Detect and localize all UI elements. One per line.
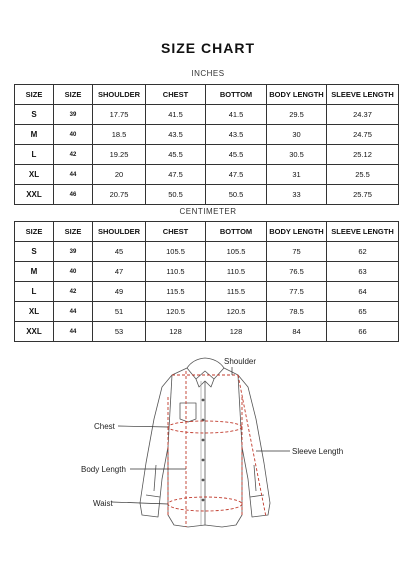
column-header: BODY LENGTH <box>267 222 327 242</box>
table-cell: 78.5 <box>267 302 327 322</box>
table-cell: 17.75 <box>93 105 146 125</box>
table-cell: 49 <box>93 282 146 302</box>
table-cell: 30.5 <box>267 145 327 165</box>
table-cell: L <box>15 282 54 302</box>
table-cell: 75 <box>267 242 327 262</box>
table-row <box>15 125 399 145</box>
shirt-measurement-diagram <box>0 345 416 587</box>
table-cell: 43.5 <box>146 125 206 145</box>
table-cell: 33 <box>267 185 327 205</box>
table-cell: 47.5 <box>206 165 267 185</box>
column-header: SHOULDER <box>93 222 146 242</box>
table-row <box>15 282 399 302</box>
body-length-label: Body Length <box>81 465 126 474</box>
table-cell: 44 <box>54 165 93 185</box>
table-cell: M <box>15 125 54 145</box>
page-title: SIZE CHART <box>161 40 255 56</box>
table-row <box>15 165 399 185</box>
column-header: SIZE <box>15 222 54 242</box>
column-header: SIZE <box>15 85 54 105</box>
table-cell: XXL <box>15 322 54 342</box>
column-header: SHOULDER <box>93 85 146 105</box>
sleeve-length-label: Sleeve Length <box>292 447 344 456</box>
table-header-row <box>15 85 399 105</box>
table-row <box>15 185 399 205</box>
table-cell: 25.12 <box>327 145 399 165</box>
column-header: SLEEVE LENGTH <box>327 222 399 242</box>
table-cell: 25.75 <box>327 185 399 205</box>
table-cell: M <box>15 262 54 282</box>
inches-label: INCHES <box>191 69 225 78</box>
table-cell: 31 <box>267 165 327 185</box>
table-cell: 110.5 <box>206 262 267 282</box>
table-cell: 44 <box>54 322 93 342</box>
column-header: BODY LENGTH <box>267 85 327 105</box>
table-cell: 39 <box>54 242 93 262</box>
table-cell: XXL <box>15 185 54 205</box>
table-cell: 45.5 <box>146 145 206 165</box>
table-cell: 84 <box>267 322 327 342</box>
table-cell: 105.5 <box>146 242 206 262</box>
table-cell: S <box>15 242 54 262</box>
table-row <box>15 105 399 125</box>
table-cell: 47.5 <box>146 165 206 185</box>
table-cell: 42 <box>54 145 93 165</box>
table-header-row <box>15 222 399 242</box>
table-cell: 25.5 <box>327 165 399 185</box>
table-cell: 19.25 <box>93 145 146 165</box>
table-cell: 115.5 <box>206 282 267 302</box>
table-cell: 42 <box>54 282 93 302</box>
table-cell: 63 <box>327 262 399 282</box>
table-cell: 65 <box>327 302 399 322</box>
table-cell: L <box>15 145 54 165</box>
column-header: SIZE <box>54 222 93 242</box>
table-cell: 20 <box>93 165 146 185</box>
table-cell: 105.5 <box>206 242 267 262</box>
table-row <box>15 302 399 322</box>
column-header: CHEST <box>146 85 206 105</box>
table-cell: 50.5 <box>146 185 206 205</box>
table-cell: 47 <box>93 262 146 282</box>
table-cell: 120.5 <box>206 302 267 322</box>
table-cell: 66 <box>327 322 399 342</box>
table-cell: XL <box>15 302 54 322</box>
column-header: CHEST <box>146 222 206 242</box>
table-cell: 44 <box>54 302 93 322</box>
inches-table <box>14 84 399 205</box>
table-cell: 29.5 <box>267 105 327 125</box>
table-row <box>15 242 399 262</box>
table-cell: XL <box>15 165 54 185</box>
shirt-illustration <box>140 358 270 527</box>
table-cell: 43.5 <box>206 125 267 145</box>
table-cell: 76.5 <box>267 262 327 282</box>
table-cell: 128 <box>146 322 206 342</box>
table-row <box>15 322 399 342</box>
table-cell: 30 <box>267 125 327 145</box>
table-cell: 20.75 <box>93 185 146 205</box>
table-cell: 62 <box>327 242 399 262</box>
table-cell: 53 <box>93 322 146 342</box>
table-cell: 24.75 <box>327 125 399 145</box>
table-cell: 39 <box>54 105 93 125</box>
column-header: BOTTOM <box>206 222 267 242</box>
centimeter-table <box>14 221 399 342</box>
column-header: SLEEVE LENGTH <box>327 85 399 105</box>
column-header: SIZE <box>54 85 93 105</box>
table-cell: 18.5 <box>93 125 146 145</box>
table-cell: 77.5 <box>267 282 327 302</box>
table-cell: 46 <box>54 185 93 205</box>
table-cell: 45.5 <box>206 145 267 165</box>
table-cell: 41.5 <box>146 105 206 125</box>
table-cell: 41.5 <box>206 105 267 125</box>
table-cell: 120.5 <box>146 302 206 322</box>
table-cell: 128 <box>206 322 267 342</box>
shoulder-label: Shoulder <box>224 357 257 366</box>
table-row <box>15 145 399 165</box>
table-cell: S <box>15 105 54 125</box>
waist-label: Waist <box>93 499 113 508</box>
table-cell: 51 <box>93 302 146 322</box>
chest-label: Chest <box>94 422 115 431</box>
table-cell: 110.5 <box>146 262 206 282</box>
table-row <box>15 262 399 282</box>
table-cell: 40 <box>54 125 93 145</box>
column-header: BOTTOM <box>206 85 267 105</box>
table-cell: 24.37 <box>327 105 399 125</box>
centimeter-label: CENTIMETER <box>179 207 237 216</box>
table-cell: 40 <box>54 262 93 282</box>
table-cell: 45 <box>93 242 146 262</box>
table-cell: 64 <box>327 282 399 302</box>
table-cell: 115.5 <box>146 282 206 302</box>
table-cell: 50.5 <box>206 185 267 205</box>
